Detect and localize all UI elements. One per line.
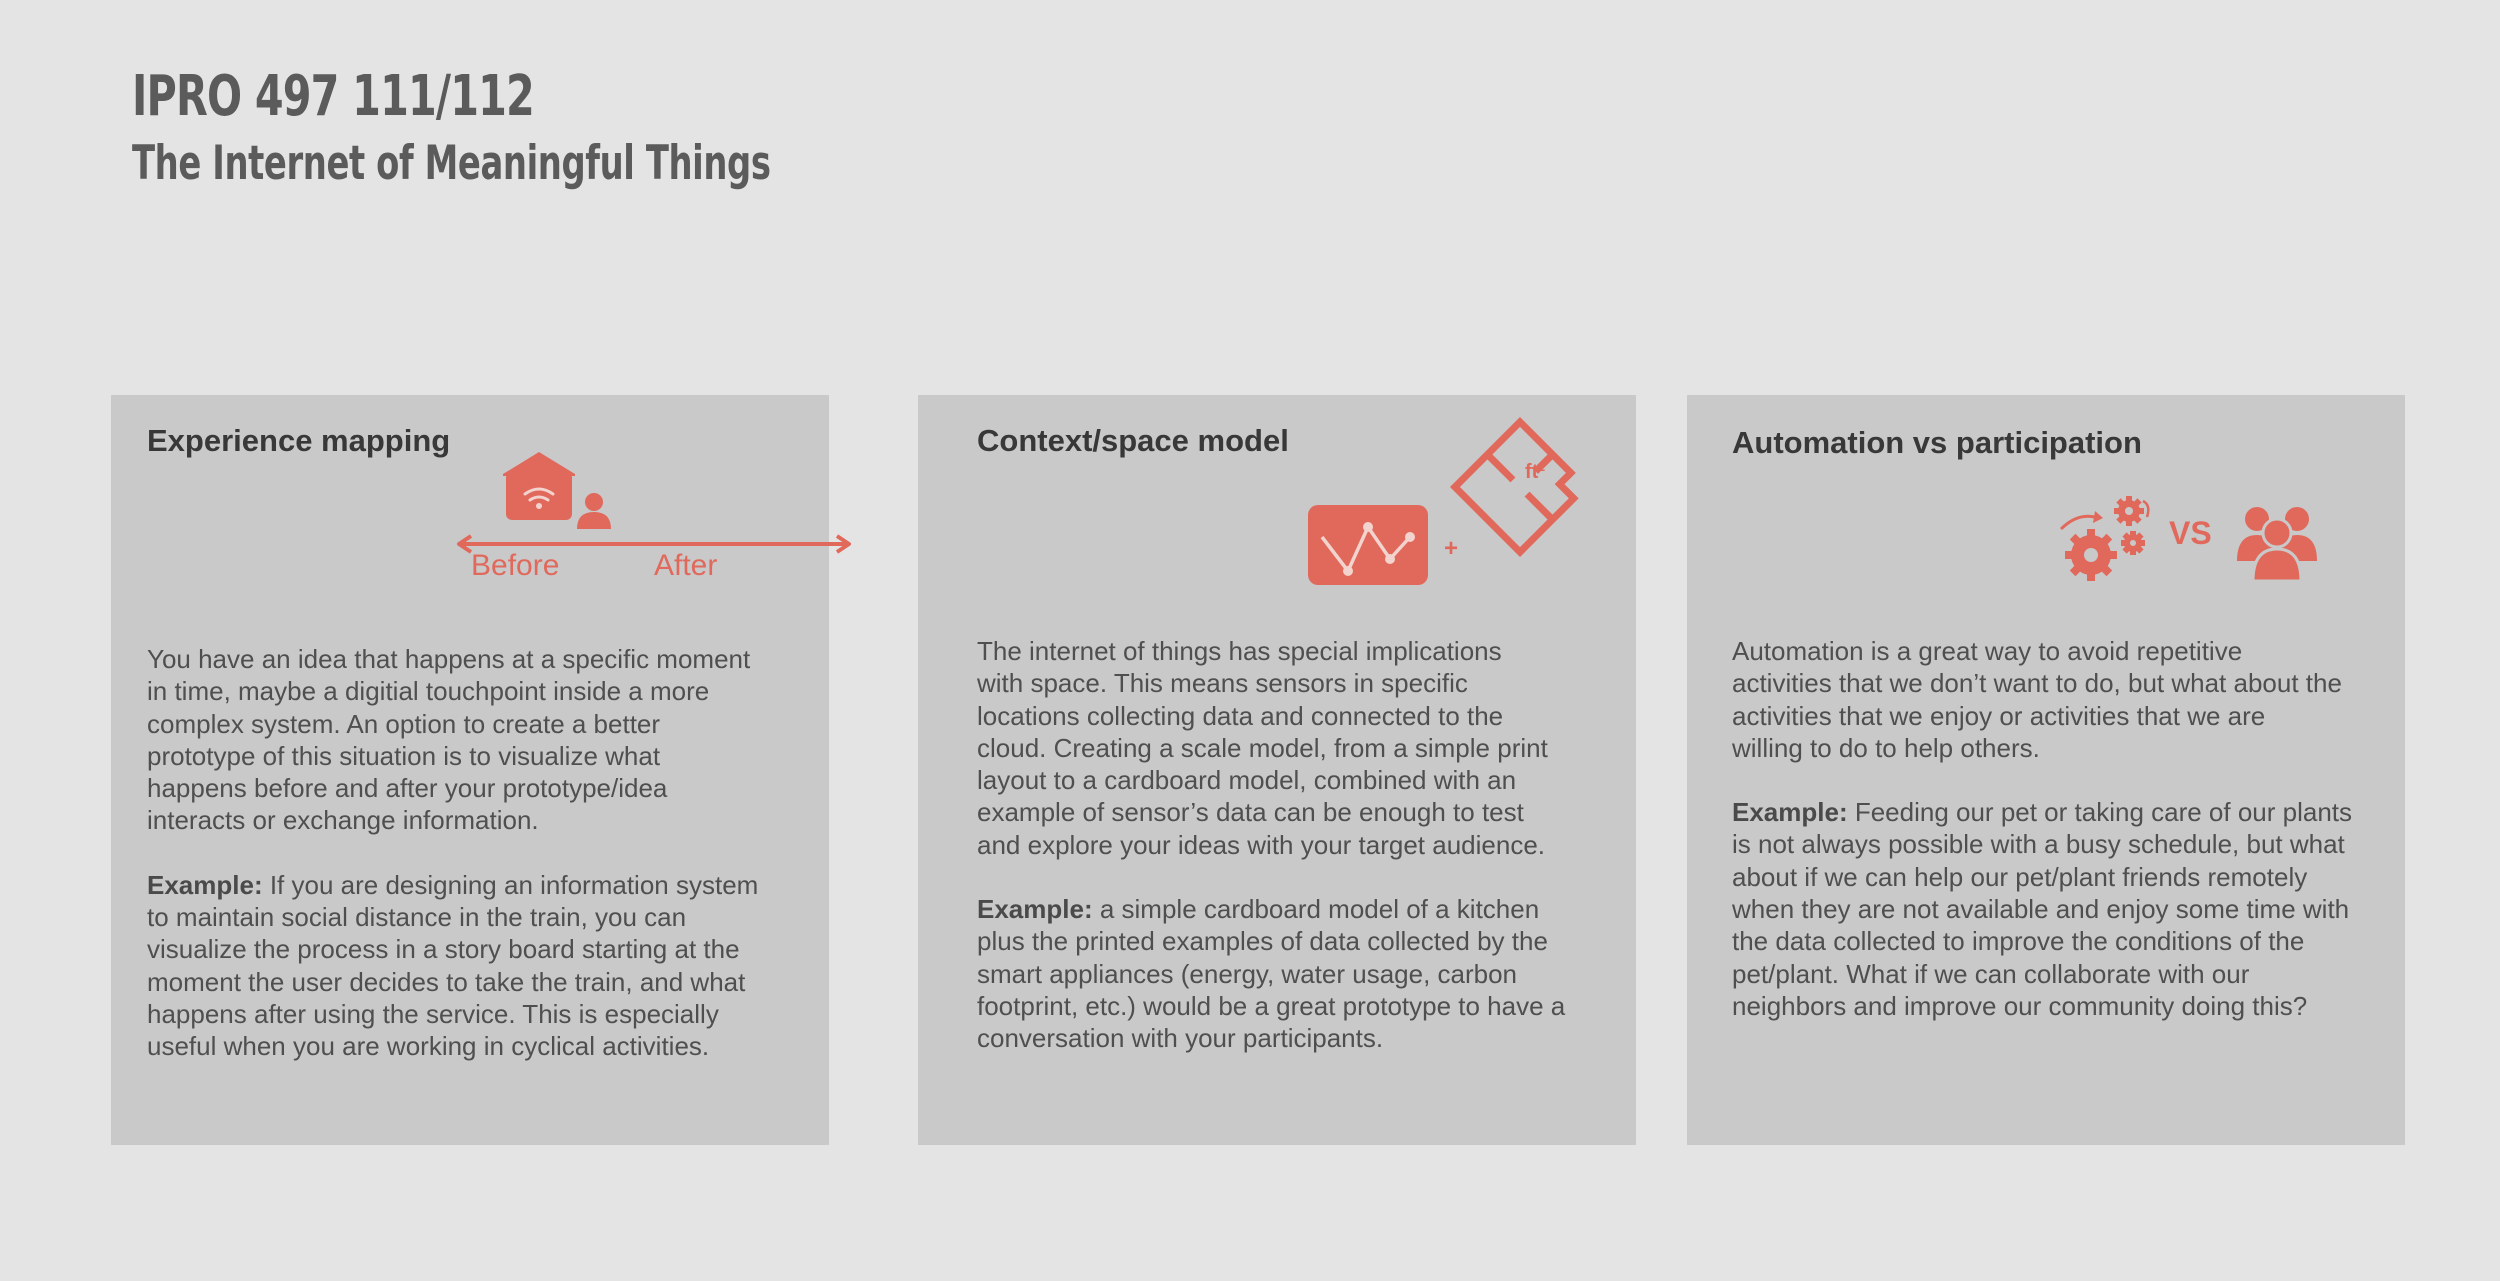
card-title: Automation vs participation bbox=[1732, 425, 2142, 460]
before-label: Before bbox=[471, 549, 560, 582]
example-label: Example: bbox=[1732, 797, 1848, 828]
card-body bbox=[1732, 635, 2352, 1054]
description-paragraph: Automation is a great way to avoid repetitive activities that we don’t want to do, but what about the activities that we enjoy or activities that we are willing to do to help others. bbox=[1732, 636, 2342, 763]
example-paragraph: Example: a simple cardboard model of a kitchen plus the printed examples of data collected by the smart appliances (energy, water usage, carbon footprint, etc.) would be a great prototype to have a conversation with your participants. bbox=[977, 894, 1566, 1054]
card-title: Context/space model bbox=[977, 423, 1289, 458]
card-automation-vs-participation bbox=[1687, 395, 2405, 1145]
smart-home-timeline-icon bbox=[451, 450, 861, 555]
description-paragraph: The internet of things has special implications with space. This means sensors in specific locations collecting data and connected to the cloud. Creating a scale model, from a simple print layout to a cardboard model, combined with an example of sensor’s data can be enough to test and explore your ideas with your target audience. bbox=[977, 636, 1548, 860]
description-paragraph: You have an idea that happens at a specific moment in time, maybe a digitial touchpoint inside a more complex system. An option to create a better prototype of this situation is to visualize what happens before and after your prototype/idea interacts or exchange information. bbox=[147, 644, 751, 836]
example-label: Example: bbox=[147, 869, 263, 900]
square-feet-label: ft² bbox=[1525, 461, 1545, 483]
page-title: IPRO 497 111/112 bbox=[132, 64, 534, 129]
example-paragraph: Example: Feeding our pet or taking care of our plants is not always possible with a busy schedule, but what about if we can help our pet/plant friends remotely when they are not available and enjoy some time with the data collected to improve the conditions of the pet/plant. What if we can collaborate with our neighbors and improve our community doing this? bbox=[1732, 797, 2353, 1021]
card-title: Experience mapping bbox=[147, 423, 451, 458]
card-experience-mapping bbox=[111, 395, 829, 1145]
plus-sign: + bbox=[1444, 535, 1459, 562]
card-context-space-model bbox=[918, 395, 1636, 1145]
vs-label: VS bbox=[2169, 515, 2212, 551]
sensor-floorplan-icon bbox=[1308, 415, 1608, 595]
card-body bbox=[977, 635, 1565, 1087]
example-paragraph: Example: If you are designing an information system to maintain social distance in the train, you can visualize the process in a story board starting at the moment the user decides to take the train, and what happens after using the service. This is especially useful when you are working in cyclical activities. bbox=[147, 869, 759, 1062]
after-label: After bbox=[654, 549, 718, 582]
page-subtitle: The Internet of Meaningful Things bbox=[132, 136, 771, 191]
card-body bbox=[147, 643, 758, 1095]
example-label: Example: bbox=[977, 894, 1093, 925]
